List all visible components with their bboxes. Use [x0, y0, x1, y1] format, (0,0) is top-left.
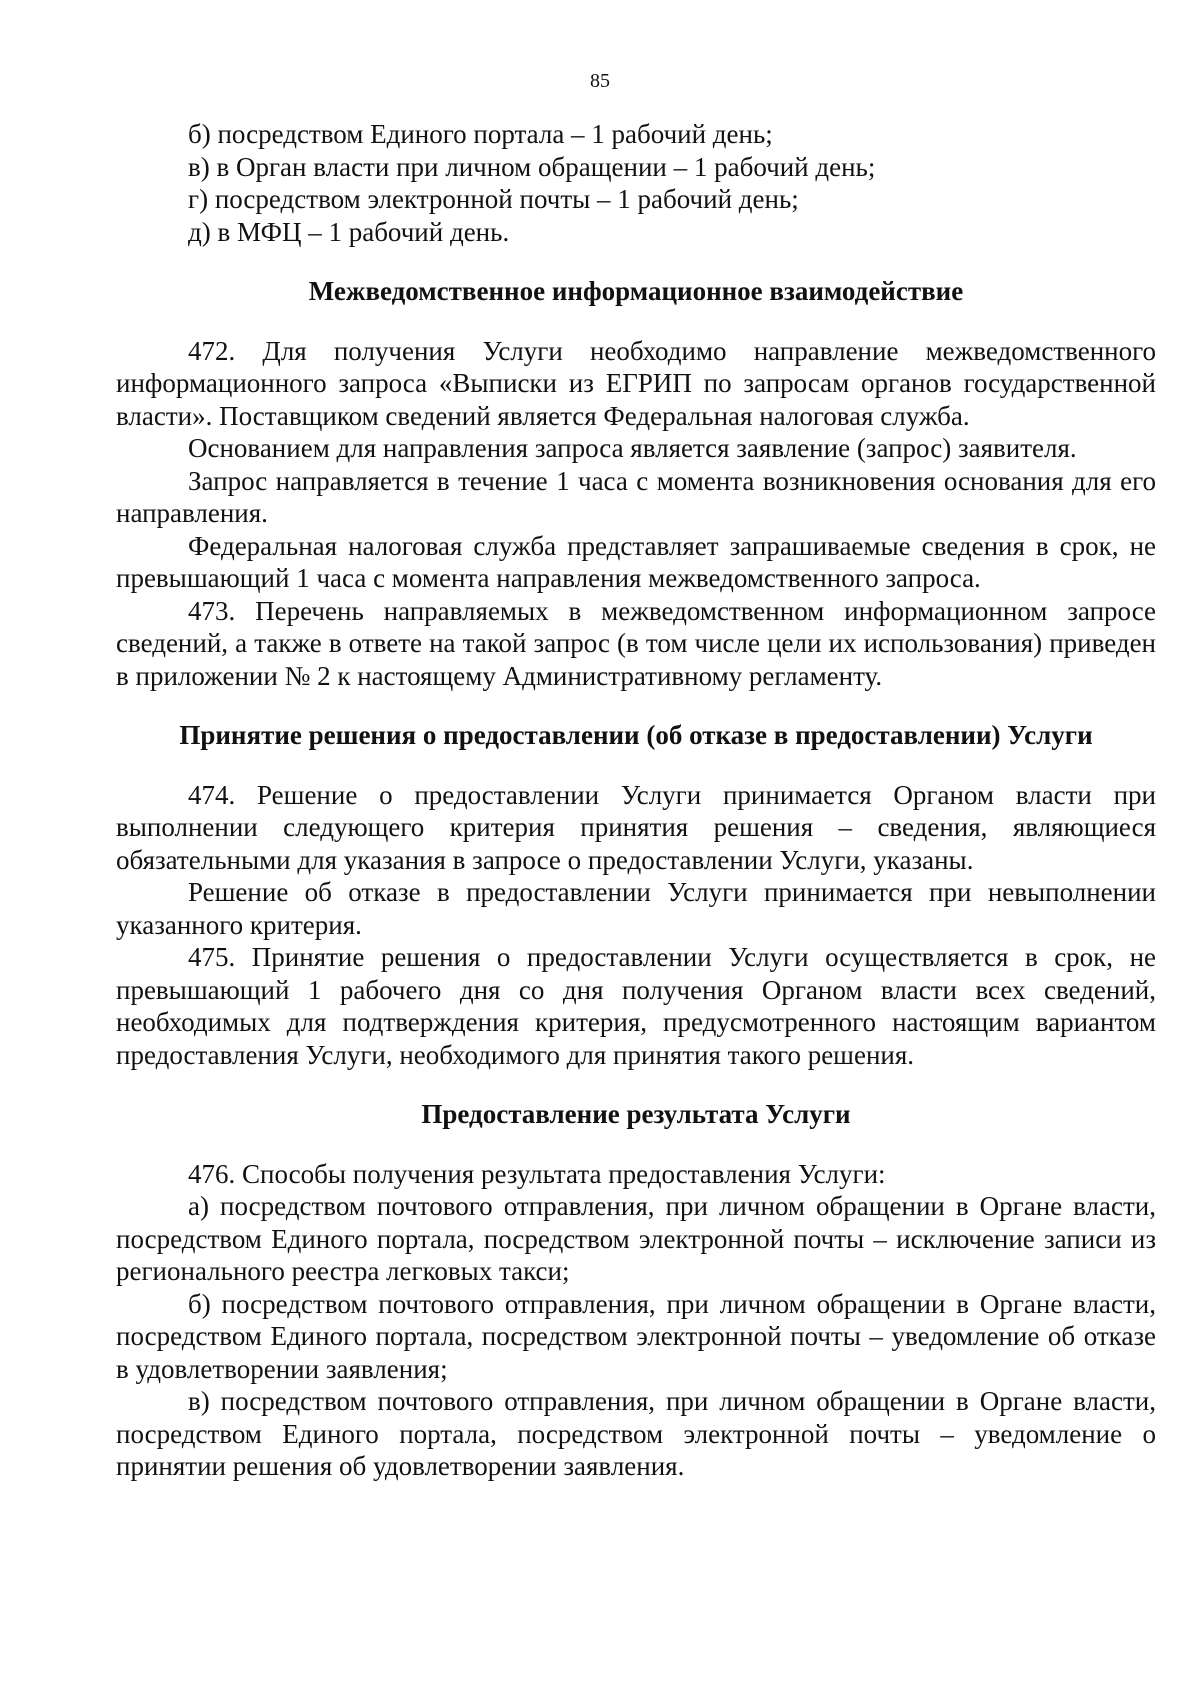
paragraph: Решение об отказе в предоставлении Услуги принимается при невыполнении указанного критерия.: [116, 877, 1156, 940]
paragraph: в) посредством почтового отправления, при личном обращении в Органе власти, посредством Единого портала, посредством электронной почты – уведомление о принятии решения об удовлетворении заявления.: [116, 1386, 1156, 1481]
section-heading: Предоставление результата Услуги: [421, 1099, 851, 1129]
list-item: в) в Орган власти при личном обращении – 1 рабочий день;: [188, 151, 876, 182]
paragraph: Запрос направляется в течение 1 часа с момента возникновения основания для его направления.: [116, 465, 1156, 528]
section-heading: Межведомственное информационное взаимодействие: [308, 276, 964, 306]
page-body: [116, 118, 1156, 1483]
paragraph: 472. Для получения Услуги необходимо направление межведомственного информационного запроса «Выписки из ЕГРИП по запросам органов государственной власти». Поставщиком сведений является Федеральная налоговая служба.: [116, 335, 1156, 431]
paragraph: 476. Способы получения результата предоставления Услуги:: [188, 1158, 886, 1189]
page-number: 85: [590, 70, 610, 92]
paragraph: б) посредством почтового отправления, при личном обращении в Органе власти, посредством Единого портала, посредством электронной почты – уведомление об отказе в удовлетворении заявления;: [116, 1288, 1156, 1384]
paragraph: 473. Перечень направляемых в межведомственном информационном запросе сведений, а также в ответе на такой запрос (в том числе цели их использования) приведен в приложении № 2 к настоящему Административному регламенту.: [116, 595, 1156, 691]
list-item: д) в МФЦ – 1 рабочий день.: [188, 216, 510, 247]
paragraph: 474. Решение о предоставлении Услуги принимается Органом власти при выполнении следующего критерия принятия решения – сведения, являющиеся обязательными для указания в запросе о предоставлении Услуги, указаны.: [116, 779, 1156, 875]
paragraph: а) посредством почтового отправления, при личном обращении в Органе власти, посредством Единого портала, посредством электронной почты – исключение записи из регионального реестра легковых такси;: [116, 1191, 1156, 1286]
paragraph: 475. Принятие решения о предоставлении Услуги осуществляется в срок, не превышающий 1 рабочего дня со дня получения Органом власти всех сведений, необходимых для подтверждения критерия, предусмотренного настоящим вариантом предоставления Услуги, необходимого для принятия такого решения.: [116, 942, 1156, 1070]
paragraph: Основанием для направления запроса является заявление (запрос) заявителя.: [188, 433, 1077, 463]
paragraph: Федеральная налоговая служба представляет запрашиваемые сведения в срок, не превышающий 1 часа с момента направления межведомственного запроса.: [116, 530, 1156, 593]
list-item: г) посредством электронной почты – 1 рабочий день;: [188, 184, 799, 214]
list-item: б) посредством Единого портала – 1 рабочий день;: [188, 119, 773, 149]
section-heading: Принятие решения о предоставлении (об отказе в предоставлении) Услуги: [179, 720, 1093, 750]
